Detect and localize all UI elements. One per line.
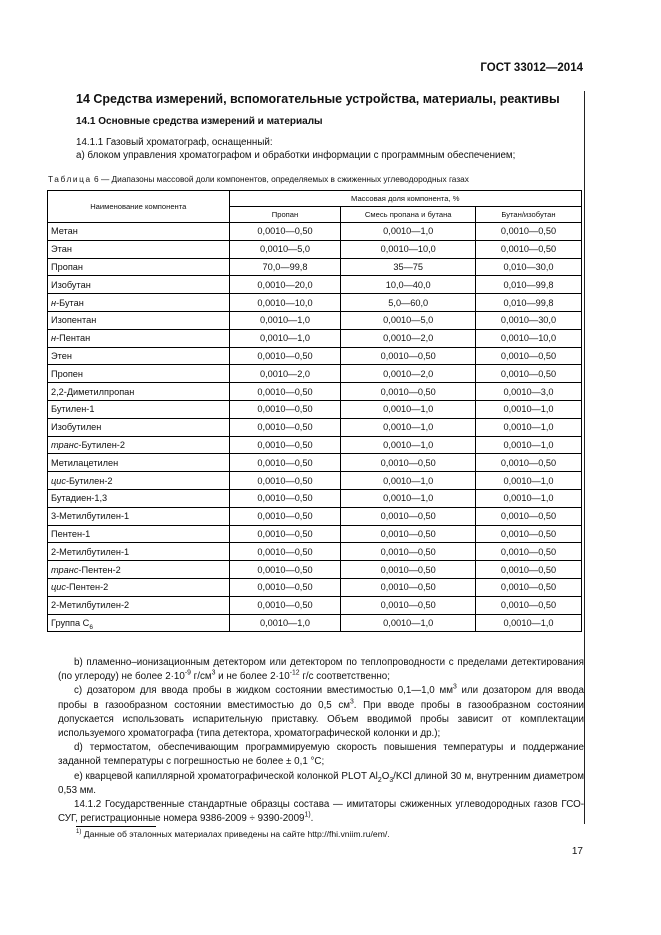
butane-value-cell: 0,0010—0,50 xyxy=(475,507,581,525)
propane-value-cell: 0,0010—0,50 xyxy=(229,489,341,507)
propane-value-cell: 0,0010—10,0 xyxy=(229,294,341,312)
table-row xyxy=(48,472,582,490)
table-row xyxy=(48,223,582,241)
mix-value-cell: 0,0010—0,50 xyxy=(341,507,476,525)
butane-value-cell: 0,0010—10,0 xyxy=(475,329,581,347)
mix-value-cell: 0,0010—0,50 xyxy=(341,543,476,561)
table-row xyxy=(48,525,582,543)
butane-value-cell: 0,0010—0,50 xyxy=(475,240,581,258)
butane-value-cell: 0,0010—0,50 xyxy=(475,561,581,579)
table-row xyxy=(48,294,582,312)
butane-value-cell: 0,0010—1,0 xyxy=(475,472,581,490)
propane-value-cell: 0,0010—1,0 xyxy=(229,311,341,329)
butane-value-cell: 0,010—30,0 xyxy=(475,258,581,276)
component-name-cell: Бутадиен-1,3 xyxy=(48,489,230,507)
butane-value-cell: 0,0010—0,50 xyxy=(475,347,581,365)
component-name-cell: Группа $C_6$ xyxy=(48,614,230,632)
table-row xyxy=(48,311,582,329)
butane-value-cell: 0,0010—1,0 xyxy=(475,418,581,436)
propane-value-cell: 0,0010—1,0 xyxy=(229,329,341,347)
mix-value-cell: 0,0010—0,50 xyxy=(341,578,476,596)
propane-value-cell: 0,0010—0,50 xyxy=(229,525,341,543)
table-row xyxy=(48,454,582,472)
propane-value-cell: 0,0010—5,0 xyxy=(229,240,341,258)
mix-value-cell: 0,0010—0,50 xyxy=(341,347,476,365)
mix-value-cell: 0,0010—1,0 xyxy=(341,400,476,418)
mix-value-cell: 0,0010—0,50 xyxy=(341,596,476,614)
table-row xyxy=(48,276,582,294)
footnote xyxy=(76,829,390,839)
mix-value-cell: 0,0010—1,0 xyxy=(341,436,476,454)
mix-value-cell: 0,0010—2,0 xyxy=(341,329,476,347)
mix-value-cell: 0,0010—0,50 xyxy=(341,525,476,543)
table-row xyxy=(48,596,582,614)
propane-value-cell: 0,0010—0,50 xyxy=(229,578,341,596)
subsection-title: 14.1 Основные средства измерений и материалы xyxy=(76,116,323,127)
butane-value-cell: 0,0010—1,0 xyxy=(475,400,581,418)
header-butane-isobutane: Бутан/изобутан xyxy=(475,207,581,223)
component-name-cell: Метан xyxy=(48,223,230,241)
propane-value-cell: 0,0010—0,50 xyxy=(229,507,341,525)
propane-value-cell: 0,0010—0,50 xyxy=(229,383,341,401)
standard-number: ГОСТ 33012—2014 xyxy=(480,62,583,74)
butane-value-cell: 0,0010—1,0 xyxy=(475,436,581,454)
component-name-cell: Этан xyxy=(48,240,230,258)
table-row xyxy=(48,347,582,365)
propane-value-cell: 0,0010—0,50 xyxy=(229,418,341,436)
paragraph-c: с) дозатором для ввода пробы в жидком состоянии вместимостью 0,1—1,0 $мм^3$ или дозатором для ввода пробы в газообразном состоянии вместимостью до 0,5 $см^3$. При вводе пробы в газообразном состоянии допускается использовать испарительную приставку. Объем вводимой пробы зависит от комплектации используемого хроматографа (типа детектора, хроматографической колонки и др.); xyxy=(58,684,584,740)
butane-value-cell: 0,010—99,8 xyxy=(475,276,581,294)
butane-value-cell: 0,0010—3,0 xyxy=(475,383,581,401)
mix-value-cell: 0,0010—1,0 xyxy=(341,418,476,436)
component-name-cell: Изобутан xyxy=(48,276,230,294)
component-name-cell: Изобутилен xyxy=(48,418,230,436)
table-row xyxy=(48,240,582,258)
butane-value-cell: 0,0010—1,0 xyxy=(475,489,581,507)
component-name-cell: 3-Метилбутилен-1 xyxy=(48,507,230,525)
table-row xyxy=(48,561,582,579)
propane-value-cell: 0,0010—0,50 xyxy=(229,561,341,579)
butane-value-cell: 0,0010—0,50 xyxy=(475,578,581,596)
component-name-cell: Бутилен-1 xyxy=(48,400,230,418)
component-name-cell: транс-Пентен-2 xyxy=(48,561,230,579)
component-name-cell: Пропен xyxy=(48,365,230,383)
propane-value-cell: 70,0—99,8 xyxy=(229,258,341,276)
propane-value-cell: 0,0010—1,0 xyxy=(229,614,341,632)
paragraph-14-1-2: 14.1.2 Государственные стандартные образцы состава — имитаторы сжиженных углеводородных газов ГСО-СУГ, регистрационные номера $9386-2009 \div 9390-2009^{1)}$. xyxy=(58,799,584,825)
table-row xyxy=(48,400,582,418)
table-row xyxy=(48,365,582,383)
propane-value-cell: 0,0010—0,50 xyxy=(229,543,341,561)
component-name-cell: Пентен-1 xyxy=(48,525,230,543)
footnote-text: Данные об эталонных материалах приведены на сайте http://fhi.vniim.ru/em/. xyxy=(81,829,390,839)
table-row xyxy=(48,258,582,276)
propane-value-cell: 0,0010—0,50 xyxy=(229,472,341,490)
component-name-cell: 2-Метилбутилен-2 xyxy=(48,596,230,614)
propane-value-cell: 0,0010—0,50 xyxy=(229,436,341,454)
mix-value-cell: 0,0010—5,0 xyxy=(341,311,476,329)
mix-value-cell: 35—75 xyxy=(341,258,476,276)
butane-value-cell: 0,0010—0,50 xyxy=(475,223,581,241)
mix-value-cell: 5,0—60,0 xyxy=(341,294,476,312)
butane-value-cell: 0,0010—0,50 xyxy=(475,454,581,472)
table-row xyxy=(48,418,582,436)
mix-value-cell: 0,0010—10,0 xyxy=(341,240,476,258)
mix-value-cell: 10,0—40,0 xyxy=(341,276,476,294)
propane-value-cell: 0,0010—0,50 xyxy=(229,223,341,241)
butane-value-cell: 0,0010—0,50 xyxy=(475,543,581,561)
component-name-cell: Этен xyxy=(48,347,230,365)
butane-value-cell: 0,0010—0,50 xyxy=(475,596,581,614)
table-row xyxy=(48,543,582,561)
propane-value-cell: 0,0010—2,0 xyxy=(229,365,341,383)
table-row xyxy=(48,578,582,596)
table-caption xyxy=(48,174,469,184)
table-row xyxy=(48,383,582,401)
header-propane-butane-mix: Смесь пропана и бутана xyxy=(341,207,476,223)
component-name-cell: транс-Бутилен-2 xyxy=(48,436,230,454)
component-name-cell: 2-Метилбутилен-1 xyxy=(48,543,230,561)
butane-value-cell: 0,0010—0,50 xyxy=(475,525,581,543)
mix-value-cell: 0,0010—1,0 xyxy=(341,472,476,490)
component-name-cell: цис-Пентен-2 xyxy=(48,578,230,596)
butane-value-cell: 0,0010—1,0 xyxy=(475,614,581,632)
butane-value-cell: 0,0010—30,0 xyxy=(475,311,581,329)
mix-value-cell: 0,0010—2,0 xyxy=(341,365,476,383)
mix-value-cell: 0,0010—1,0 xyxy=(341,489,476,507)
mix-value-cell: 0,0010—0,50 xyxy=(341,454,476,472)
mix-value-cell: 0,0010—0,50 xyxy=(341,383,476,401)
butane-value-cell: 0,010—99,8 xyxy=(475,294,581,312)
propane-value-cell: 0,0010—0,50 xyxy=(229,347,341,365)
propane-value-cell: 0,0010—0,50 xyxy=(229,596,341,614)
table-caption-label: Таблица xyxy=(48,174,92,184)
table-row xyxy=(48,507,582,525)
propane-value-cell: 0,0010—0,50 xyxy=(229,400,341,418)
paragraph-a: а) блоком управления хроматографом и обработки информации с программным обеспечением; xyxy=(76,150,516,161)
paragraph-b: b) пламенно–ионизационным детектором или детектором по теплопроводности с пределами детектирования (по углероду) не более $2\cdot 10^{-9}$ $г/см^3$ и не более $2\cdot 10^{-12}$ г/с соответственно; xyxy=(58,657,584,683)
table-row xyxy=(48,614,582,632)
section-title: 14 Средства измерений, вспомогательные устройства, материалы, реактивы xyxy=(76,92,560,106)
component-name-cell: н-Пентан xyxy=(48,329,230,347)
paragraph-14-1-1: 14.1.1 Газовый хроматограф, оснащенный: xyxy=(76,137,273,148)
header-mass-fraction: Массовая доля компонента, % xyxy=(229,191,581,207)
mix-value-cell: 0,0010—0,50 xyxy=(341,561,476,579)
paragraph-d: d) термостатом, обеспечивающим программируемую скорость повышения температуры и поддержание заданной температуры с погрешностью не более ± 0,1 °С; xyxy=(58,742,584,768)
table-row xyxy=(48,436,582,454)
propane-value-cell: 0,0010—0,50 xyxy=(229,454,341,472)
footnote-mark: 1) xyxy=(76,829,82,836)
component-name-cell: н-Бутан xyxy=(48,294,230,312)
footnote-separator xyxy=(76,826,156,827)
butane-value-cell: 0,0010—0,50 xyxy=(475,365,581,383)
page-number: 17 xyxy=(571,846,583,857)
component-name-cell: Изопентан xyxy=(48,311,230,329)
mix-value-cell: 0,0010—1,0 xyxy=(341,223,476,241)
mix-value-cell: 0,0010—1,0 xyxy=(341,614,476,632)
table-row xyxy=(48,489,582,507)
propane-value-cell: 0,0010—20,0 xyxy=(229,276,341,294)
header-component-name: Наименование компонента xyxy=(48,191,230,223)
header-propane: Пропан xyxy=(229,207,341,223)
paragraph-e: е) кварцевой капиллярной хроматографической колонкой PLOT $Al_2O_3$/KCl длиной 30 м, внутренним диаметром 0,53 мм. xyxy=(58,770,585,796)
component-name-cell: Метилацетилен xyxy=(48,454,230,472)
components-table xyxy=(47,190,582,632)
component-name-cell: цис-Бутилен-2 xyxy=(48,472,230,490)
table-row xyxy=(48,329,582,347)
component-name-cell: 2,2-Диметилпропан xyxy=(48,383,230,401)
table-caption-text: 6 — Диапазоны массовой доли компонентов, определяемых в сжиженных углеводородных газах xyxy=(91,174,469,184)
component-name-cell: Пропан xyxy=(48,258,230,276)
body-text xyxy=(58,656,584,826)
revision-bar xyxy=(584,91,585,824)
